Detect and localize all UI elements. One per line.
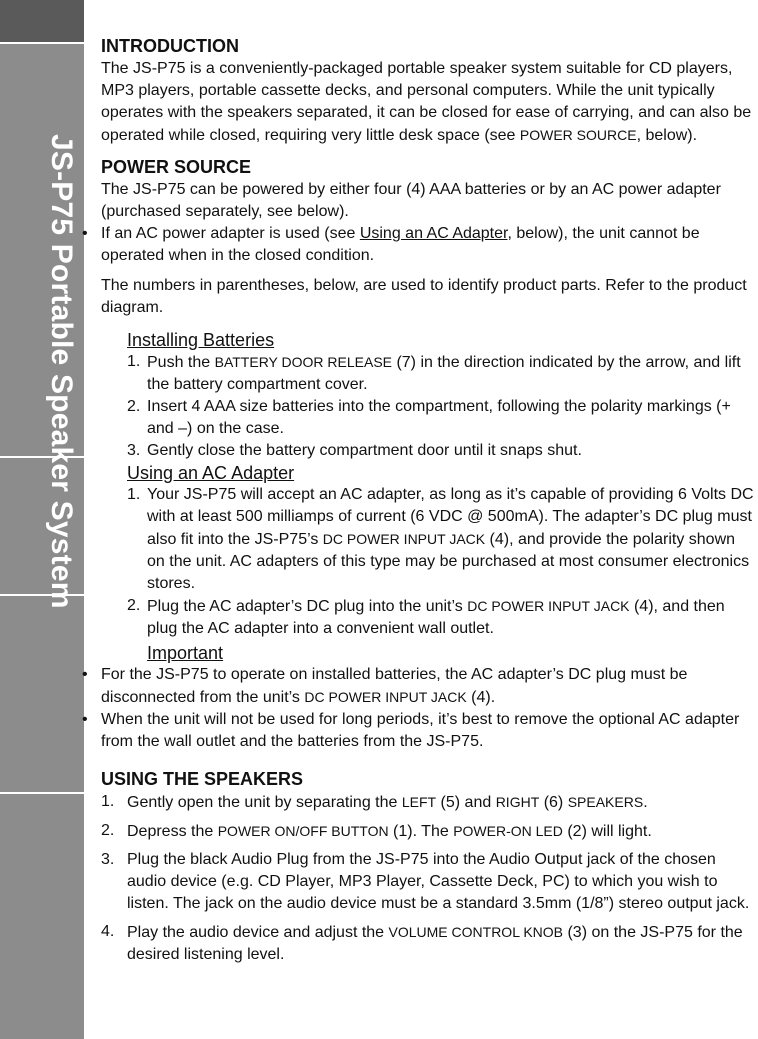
list-item: 3. Gently close the battery compartment door until it snaps shut. [127,442,582,459]
sidebar-divider [0,792,84,794]
list-item: 4. Play the audio device and adjust the VOLUME CONTROL KNOB (3) on the JS-P75 for the desired listening level. [101,923,743,963]
list-item: • When the unit will not be used for long periods, it’s best to remove the optional AC adapter from the wall outlet and the batteries from the JS-P75. [82,711,740,750]
bullet-icon: • [82,225,88,242]
document-body [82,34,755,966]
adapter-steps [101,484,755,640]
power-paragraph: The JS-P75 can be powered by either four (4) AAA batteries or by an AC power adapter (purchased separately, see below). [101,181,721,220]
speakers-steps [101,791,755,966]
sidebar [0,0,84,1039]
list-item: • For the JS-P75 to operate on installed batteries, the AC adapter’s DC plug must be disconnected from the unit’s DC POWER INPUT JACK (4). [82,666,688,706]
list-item: • If an AC power adapter is used (see Using an AC Adapter, below), the unit cannot be operated when in the closed condition. [82,225,700,264]
sidebar-title: JS-P75 Portable Speaker System [45,134,78,609]
batteries-heading: Installing Batteries [127,330,275,350]
important-heading: Important [147,643,224,663]
list-item: 1. Gently open the unit by separating the LEFT (5) and RIGHT (6) SPEAKERS. [101,793,648,811]
list-item: 2. Insert 4 AAA size batteries into the compartment, following the polarity markings (+ and –) on the case. [127,398,731,437]
important-bullets [82,664,755,753]
list-item: 3. Plug the black Audio Plug from the JS-P75 into the Audio Output jack of the chosen audio device (e.g. CD Player, MP3 Player, Cassette Deck, PC) to which you wish to listen. The jack on the audio device must be a standard 3.5mm (1/8”) stereo output jack. [101,851,750,912]
batteries-steps [101,351,755,462]
sidebar-cap [0,0,84,42]
adapter-link[interactable]: Using an AC Adapter [359,225,508,242]
bullet-icon: • [82,711,88,728]
list-item: 2. Plug the AC adapter’s DC plug into the unit’s DC POWER INPUT JACK (4), and then plug the AC adapter into a convenient wall outlet. [127,597,725,637]
list-item: 1. Your JS-P75 will accept an AC adapter, as long as it’s capable of providing 6 Volts DC with at least 500 milliamps of current (6 VDC @ 500mA). The adapter’s DC plug must also fit into the JS-P75’s DC POWER INPUT JACK (4), and provide the polarity shown on the unit. AC adapters of this type may be purchased at most consumer electronics stores. [127,486,754,592]
power-bullets [82,223,755,267]
list-item: 1. Push the BATTERY DOOR RELEASE (7) in the direction indicated by the arrow, and lift the battery compartment cover. [127,353,741,393]
intro-paragraph: The JS-P75 is a conveniently-packaged portable speaker system suitable for CD players, MP3 players, portable cassette decks, and personal computers. While the unit typically operates with the speakers separated, it can be closed for ease of carrying, and can also be operated while closed, requiring very little desk space (see POWER SOURCE, below). [101,60,752,144]
adapter-heading: Using an AC Adapter [127,463,295,483]
sidebar-divider [0,42,84,44]
speakers-heading: USING THE SPEAKERS [101,769,304,789]
parts-note: The numbers in parentheses, below, are used to identify product parts. Refer to the product diagram. [101,277,747,316]
list-item: 2. Depress the POWER ON/OFF BUTTON (1). The POWER-ON LED (2) will light. [101,822,652,840]
intro-heading: INTRODUCTION [101,36,239,56]
bullet-icon: • [82,666,88,683]
power-heading: POWER SOURCE [101,157,252,177]
